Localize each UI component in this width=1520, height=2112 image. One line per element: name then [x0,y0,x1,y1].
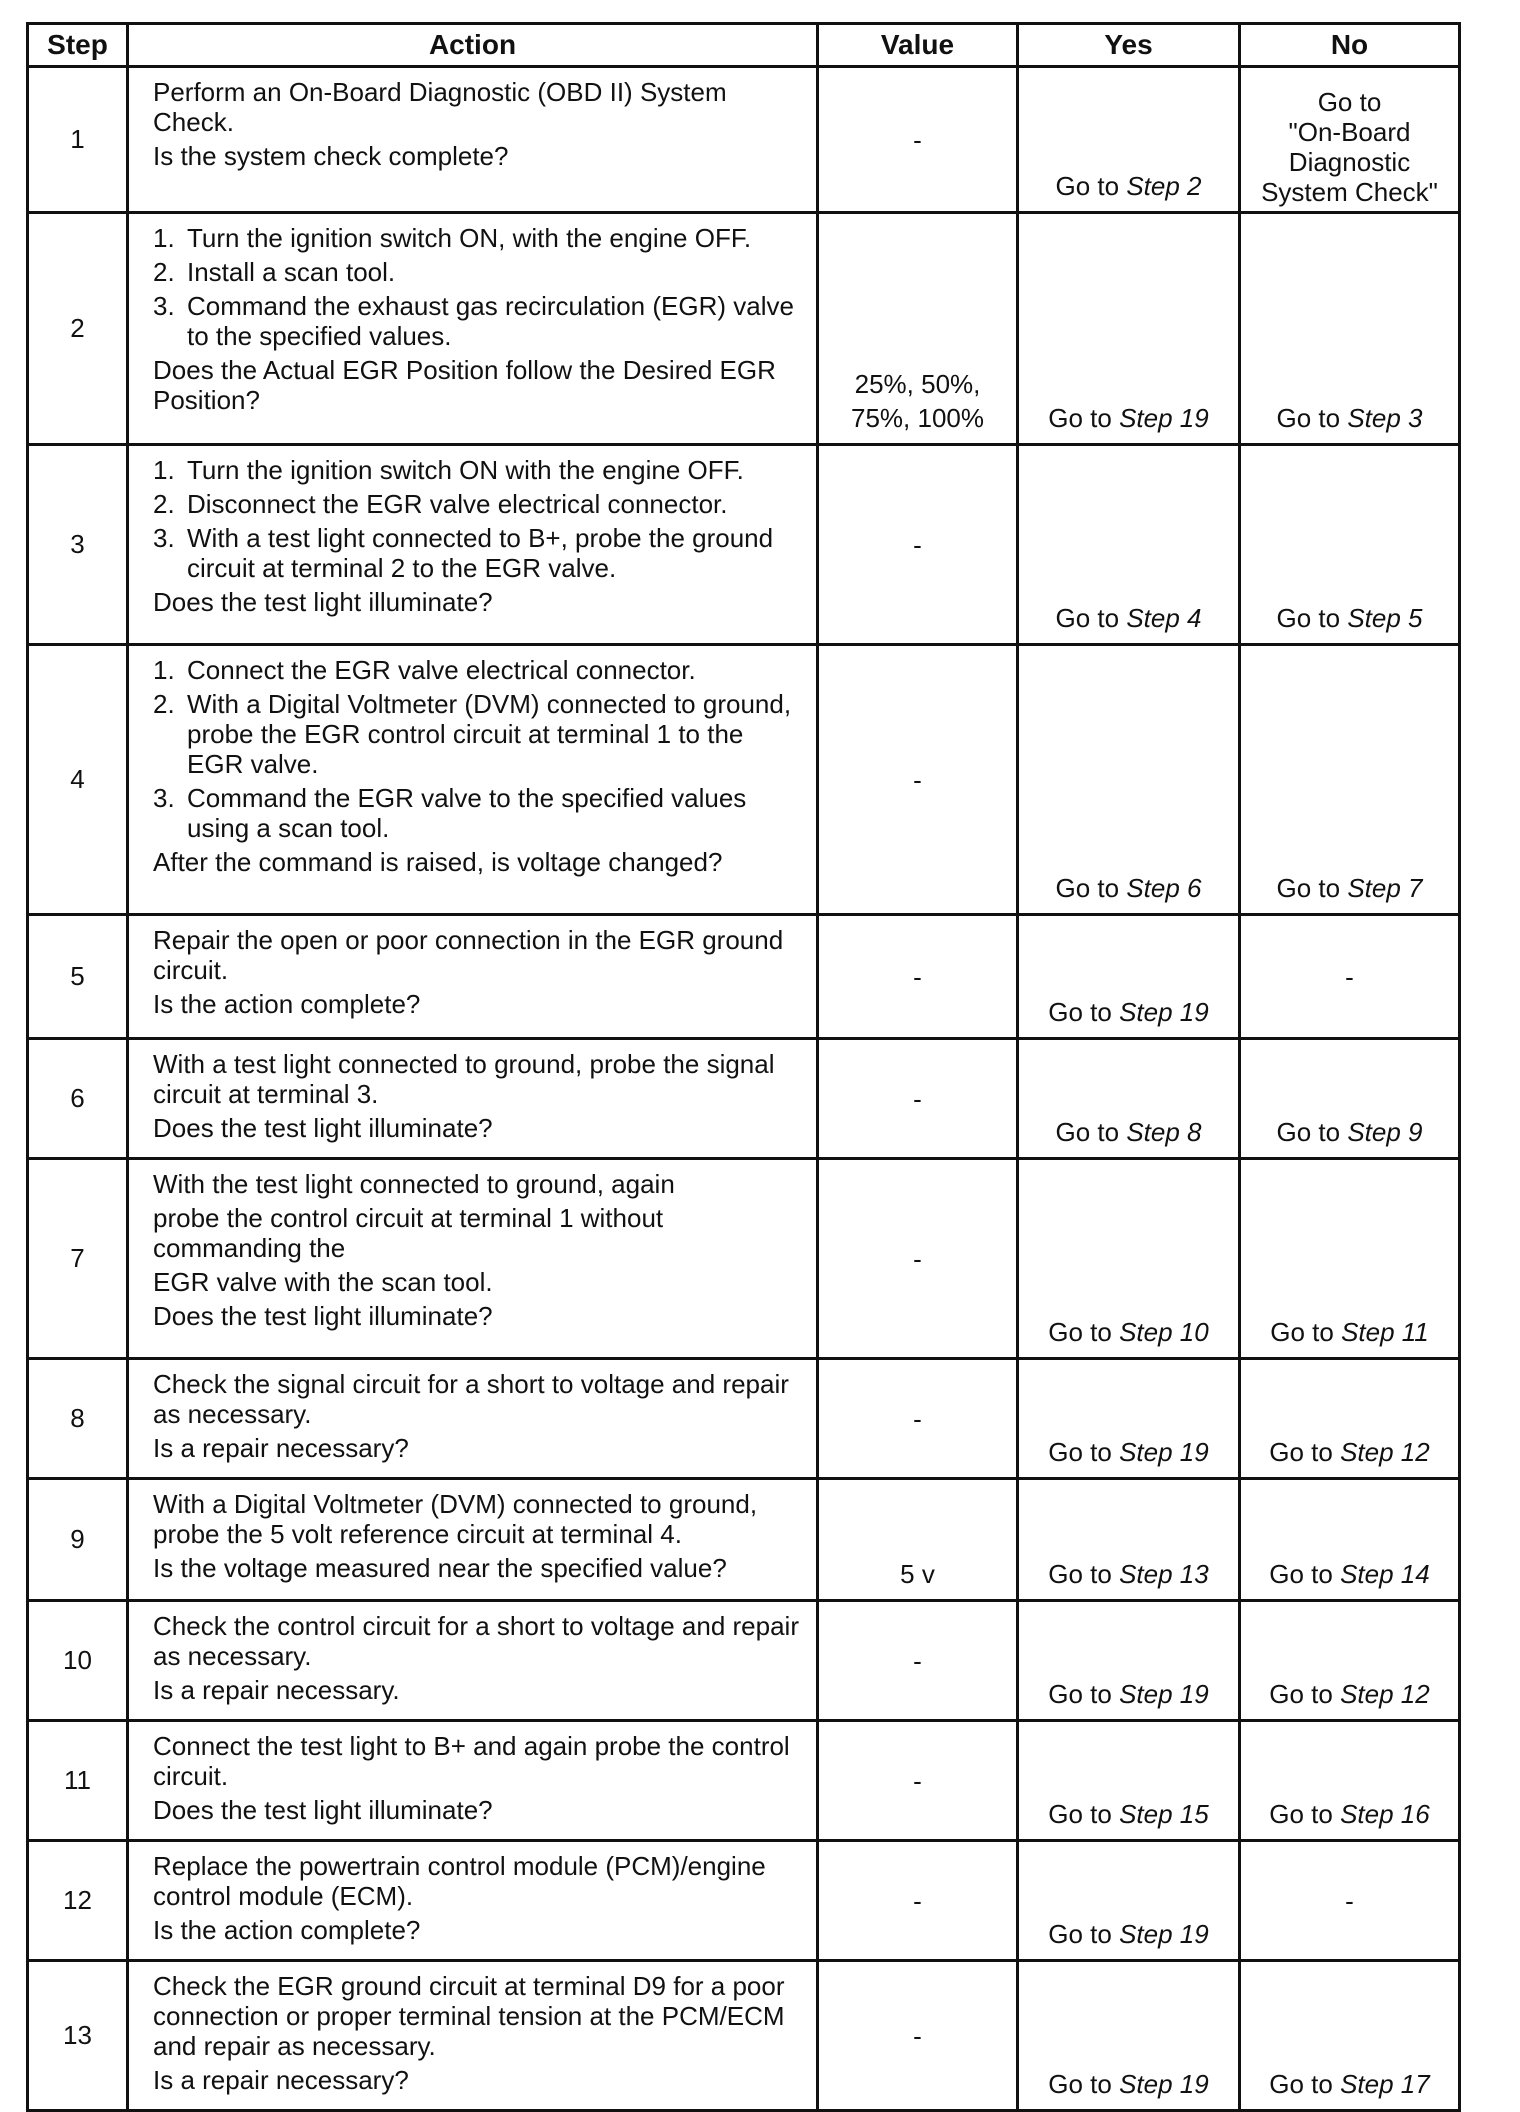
value-text: - [913,1765,922,1796]
value-line: 25%, 50%, [854,369,981,399]
goto-step-ref: Step 7 [1347,873,1423,903]
action-item [153,291,802,351]
action-item-number: 1. [153,223,175,253]
action-text: With a test light connected to ground, probe the signal circuit at terminal 3. [153,1049,775,1109]
value-text: - [913,1403,922,1434]
goto-label: Go to [1269,1799,1333,1829]
action-text: Does the test light illuminate? [153,1113,493,1143]
goto-text [1269,1679,1429,1709]
no-text: - [1345,1885,1354,1916]
table-row [28,1961,1460,2111]
action-item [153,489,802,519]
value-text: - [913,1243,922,1274]
goto-step-ref: Step 11 [1341,1317,1429,1347]
yes-cell [1018,645,1240,915]
value-text: - [913,124,922,155]
value-text: - [913,1885,922,1916]
action-text: Check the EGR ground circuit at terminal D9 for a poor connection or proper terminal tension at the PCM/ECM and repair as necessary. [153,1971,785,2061]
value-text: - [913,764,922,795]
step-cell: 11 [28,1721,128,1841]
step-cell: 2 [28,213,128,445]
goto-label: Go to [1055,603,1120,633]
action-cell [128,67,818,213]
action-cell [128,1961,818,2111]
value-line: 75%, 100% [851,403,984,433]
no-cell [1240,1039,1460,1159]
table-row [28,1721,1460,1841]
action-text: Check the signal circuit for a short to voltage and repair as necessary. [153,1369,789,1429]
yes-cell [1018,1601,1240,1721]
goto-label: Go to [1055,873,1120,903]
table-row [28,1039,1460,1159]
action-item [153,223,802,253]
table-row [28,915,1460,1039]
action-text: EGR valve with the scan tool. [153,1267,493,1297]
step-cell: 12 [28,1841,128,1961]
goto-label: Go to [1269,1559,1333,1589]
action-cell [128,445,818,645]
action-item-text: Turn the ignition switch ON, with the engine OFF. [187,223,752,253]
step-cell: 8 [28,1359,128,1479]
goto-label: Go to [1048,403,1112,433]
action-cell [128,1039,818,1159]
value-cell [818,1359,1018,1479]
action-text: Is the action complete? [153,1915,421,1945]
goto-label: Go to [1055,171,1120,201]
value-cell [818,1841,1018,1961]
action-item-text: Turn the ignition switch ON with the engine OFF. [187,455,744,485]
yes-cell [1018,1159,1240,1359]
goto-text [1277,1117,1423,1147]
no-cell [1240,1841,1460,1961]
value-text: - [913,2020,922,2051]
action-item-text: With a Digital Voltmeter (DVM) connected to ground, probe the EGR control circuit at terminal 1 to the EGR valve. [187,689,792,779]
action-item [153,783,802,843]
action-cell [128,1479,818,1601]
action-item [153,689,802,779]
table-row [28,1479,1460,1601]
goto-step-ref: Step 14 [1340,1559,1430,1589]
header-row [28,24,1460,67]
action-text: Replace the powertrain control module (PCM)/engine control module (ECM). [153,1851,766,1911]
action-text: Repair the open or poor connection in the EGR ground circuit. [153,925,784,985]
yes-cell [1018,1479,1240,1601]
table-row [28,445,1460,645]
no-line: Go to [1317,87,1382,117]
goto-text [1048,1679,1208,1709]
goto-text [1048,1437,1208,1467]
goto-label: Go to [1269,2069,1333,2099]
goto-text [1056,873,1202,903]
goto-label: Go to [1276,403,1341,433]
action-item-text: Command the EGR valve to the specified values using a scan tool. [187,783,747,843]
no-line: "On-Board [1288,117,1411,147]
action-cell [128,645,818,915]
diagnostic-table [26,22,1461,2112]
no-cell [1240,1359,1460,1479]
value-text: - [913,961,922,992]
goto-step-ref: Step 15 [1119,1799,1209,1829]
goto-text [1056,171,1202,201]
action-cell [128,1159,818,1359]
action-item-text: Disconnect the EGR valve electrical connector. [187,489,728,519]
value-cell [818,1159,1018,1359]
no-cell [1240,1479,1460,1601]
goto-step-ref: Step 10 [1119,1317,1209,1347]
action-text: Connect the test light to B+ and again probe the control circuit. [153,1731,790,1791]
goto-label: Go to [1269,1437,1333,1467]
action-item [153,523,802,583]
table-row [28,1841,1460,1961]
goto-step-ref: Step 12 [1340,1437,1430,1467]
value-cell [818,445,1018,645]
action-cell [128,1721,818,1841]
table-row [28,1359,1460,1479]
action-cell [128,1359,818,1479]
value-cell [818,1601,1018,1721]
goto-step-ref: Step 19 [1119,1679,1209,1709]
goto-step-ref: Step 5 [1347,603,1423,633]
action-item-number: 3. [153,523,175,553]
goto-label: Go to [1270,1317,1334,1347]
table-row [28,1601,1460,1721]
no-cell [1240,67,1460,213]
action-item-number: 2. [153,257,175,287]
goto-label: Go to [1276,1117,1341,1147]
goto-step-ref: Step 17 [1340,2069,1430,2099]
value-cell [818,67,1018,213]
goto-step-ref: Step 19 [1119,1437,1209,1467]
action-text: With a Digital Voltmeter (DVM) connected to ground, probe the 5 volt reference circuit at terminal 4. [153,1489,758,1549]
action-text: Is a repair necessary? [153,1433,409,1463]
goto-label: Go to [1048,1317,1112,1347]
value-cell [818,1039,1018,1159]
no-text: - [1345,961,1354,992]
yes-cell [1018,1359,1240,1479]
step-cell: 6 [28,1039,128,1159]
action-item-text: Connect the EGR valve electrical connector. [187,655,696,685]
goto-step-ref: Step 19 [1119,2069,1209,2099]
goto-step-ref: Step 13 [1119,1559,1209,1589]
action-item [153,455,802,485]
goto-step-ref: Step 8 [1126,1117,1202,1147]
action-text: Does the Actual EGR Position follow the Desired EGR Position? [153,355,776,415]
header-yes: Yes [1018,24,1240,67]
action-text: Is the system check complete? [153,141,509,171]
goto-text [1048,1559,1208,1589]
value-cell [818,645,1018,915]
goto-label: Go to [1048,2069,1112,2099]
action-item-number: 1. [153,655,175,685]
goto-text [1048,997,1208,1027]
header-value: Value [818,24,1018,67]
no-cell [1240,445,1460,645]
goto-text [1048,1317,1208,1347]
value-text: - [913,1645,922,1676]
action-cell [128,1601,818,1721]
yes-cell [1018,213,1240,445]
action-cell [128,1841,818,1961]
action-cell [128,213,818,445]
action-text: Does the test light illuminate? [153,1301,493,1331]
goto-label: Go to [1048,1437,1112,1467]
table-row [28,67,1460,213]
goto-label: Go to [1276,603,1341,633]
no-cell [1240,1961,1460,2111]
action-item-text: Install a scan tool. [187,257,396,287]
goto-text [1048,2069,1208,2099]
action-text: With the test light connected to ground, again [153,1169,675,1199]
action-text: Is a repair necessary? [153,2065,409,2095]
no-cell [1240,915,1460,1039]
yes-cell [1018,915,1240,1039]
goto-text [1277,603,1423,633]
no-line: Diagnostic [1288,147,1411,177]
goto-step-ref: Step 2 [1126,171,1202,201]
goto-label: Go to [1048,1679,1112,1709]
no-line: System Check" [1261,177,1438,207]
goto-text [1270,1317,1429,1347]
no-cell [1240,645,1460,915]
value-text: - [913,529,922,560]
action-item-number: 3. [153,783,175,813]
value-cell [818,1961,1018,2111]
goto-text [1269,1799,1429,1829]
table-body [28,67,1460,2111]
no-cell [1240,213,1460,445]
value-cell [818,915,1018,1039]
yes-cell [1018,1961,1240,2111]
goto-step-ref: Step 19 [1119,1919,1209,1949]
goto-label: Go to [1048,1559,1112,1589]
no-cell [1240,1601,1460,1721]
goto-text [1056,603,1202,633]
goto-step-ref: Step 16 [1340,1799,1430,1829]
goto-text [1048,1799,1208,1829]
step-cell: 7 [28,1159,128,1359]
yes-cell [1018,1841,1240,1961]
no-cell [1240,1159,1460,1359]
goto-label: Go to [1048,1919,1112,1949]
action-text: Is the voltage measured near the specified value? [153,1553,727,1583]
action-item [153,655,802,685]
goto-text [1269,1559,1429,1589]
step-cell: 13 [28,1961,128,2111]
table-row [28,1159,1460,1359]
header-no: No [1240,24,1460,67]
value-cell [818,1721,1018,1841]
goto-step-ref: Step 4 [1126,603,1202,633]
goto-text [1048,1919,1208,1949]
table-row [28,645,1460,915]
yes-cell [1018,1039,1240,1159]
step-cell: 1 [28,67,128,213]
value-cell [818,213,1018,445]
goto-step-ref: Step 12 [1340,1679,1430,1709]
header-action: Action [128,24,818,67]
goto-text [1277,873,1423,903]
step-cell: 9 [28,1479,128,1601]
goto-label: Go to [1269,1679,1333,1709]
action-text: After the command is raised, is voltage changed? [153,847,723,877]
goto-label: Go to [1276,873,1341,903]
action-item-text: Command the exhaust gas recirculation (EGR) valve to the specified values. [187,291,794,351]
goto-step-ref: Step 6 [1126,873,1202,903]
goto-text [1269,2069,1429,2099]
goto-label: Go to [1048,1799,1112,1829]
value-cell [818,1479,1018,1601]
goto-text [1277,403,1423,433]
action-item-number: 3. [153,291,175,321]
action-text: Is a repair necessary. [153,1675,400,1705]
action-cell [128,915,818,1039]
action-text: Is the action complete? [153,989,421,1019]
goto-step-ref: Step 3 [1347,403,1423,433]
action-text: Check the control circuit for a short to voltage and repair as necessary. [153,1611,799,1671]
goto-label: Go to [1055,1117,1120,1147]
step-cell: 4 [28,645,128,915]
action-text: Does the test light illuminate? [153,587,493,617]
value-text: 5 v [900,1559,935,1589]
step-cell: 3 [28,445,128,645]
goto-step-ref: Step 19 [1119,997,1209,1027]
yes-cell [1018,67,1240,213]
goto-text [1048,403,1208,433]
action-item-number: 1. [153,455,175,485]
action-item-text: With a test light connected to B+, probe the ground circuit at terminal 2 to the EGR valve. [187,523,774,583]
action-item [153,257,802,287]
goto-step-ref: Step 9 [1347,1117,1423,1147]
action-text: probe the control circuit at terminal 1 without commanding the [153,1203,664,1263]
no-cell [1240,1721,1460,1841]
action-text: Does the test light illuminate? [153,1795,493,1825]
yes-cell [1018,1721,1240,1841]
step-cell: 10 [28,1601,128,1721]
goto-step-ref: Step 19 [1119,403,1209,433]
header-step: Step [28,24,128,67]
goto-text [1269,1437,1429,1467]
step-cell: 5 [28,915,128,1039]
value-text: - [913,1083,922,1114]
table-row [28,213,1460,445]
action-item-number: 2. [153,489,175,519]
goto-text [1056,1117,1202,1147]
action-item-number: 2. [153,689,175,719]
yes-cell [1018,445,1240,645]
goto-label: Go to [1048,997,1112,1027]
action-text: Perform an On-Board Diagnostic (OBD II) System Check. [153,77,727,137]
